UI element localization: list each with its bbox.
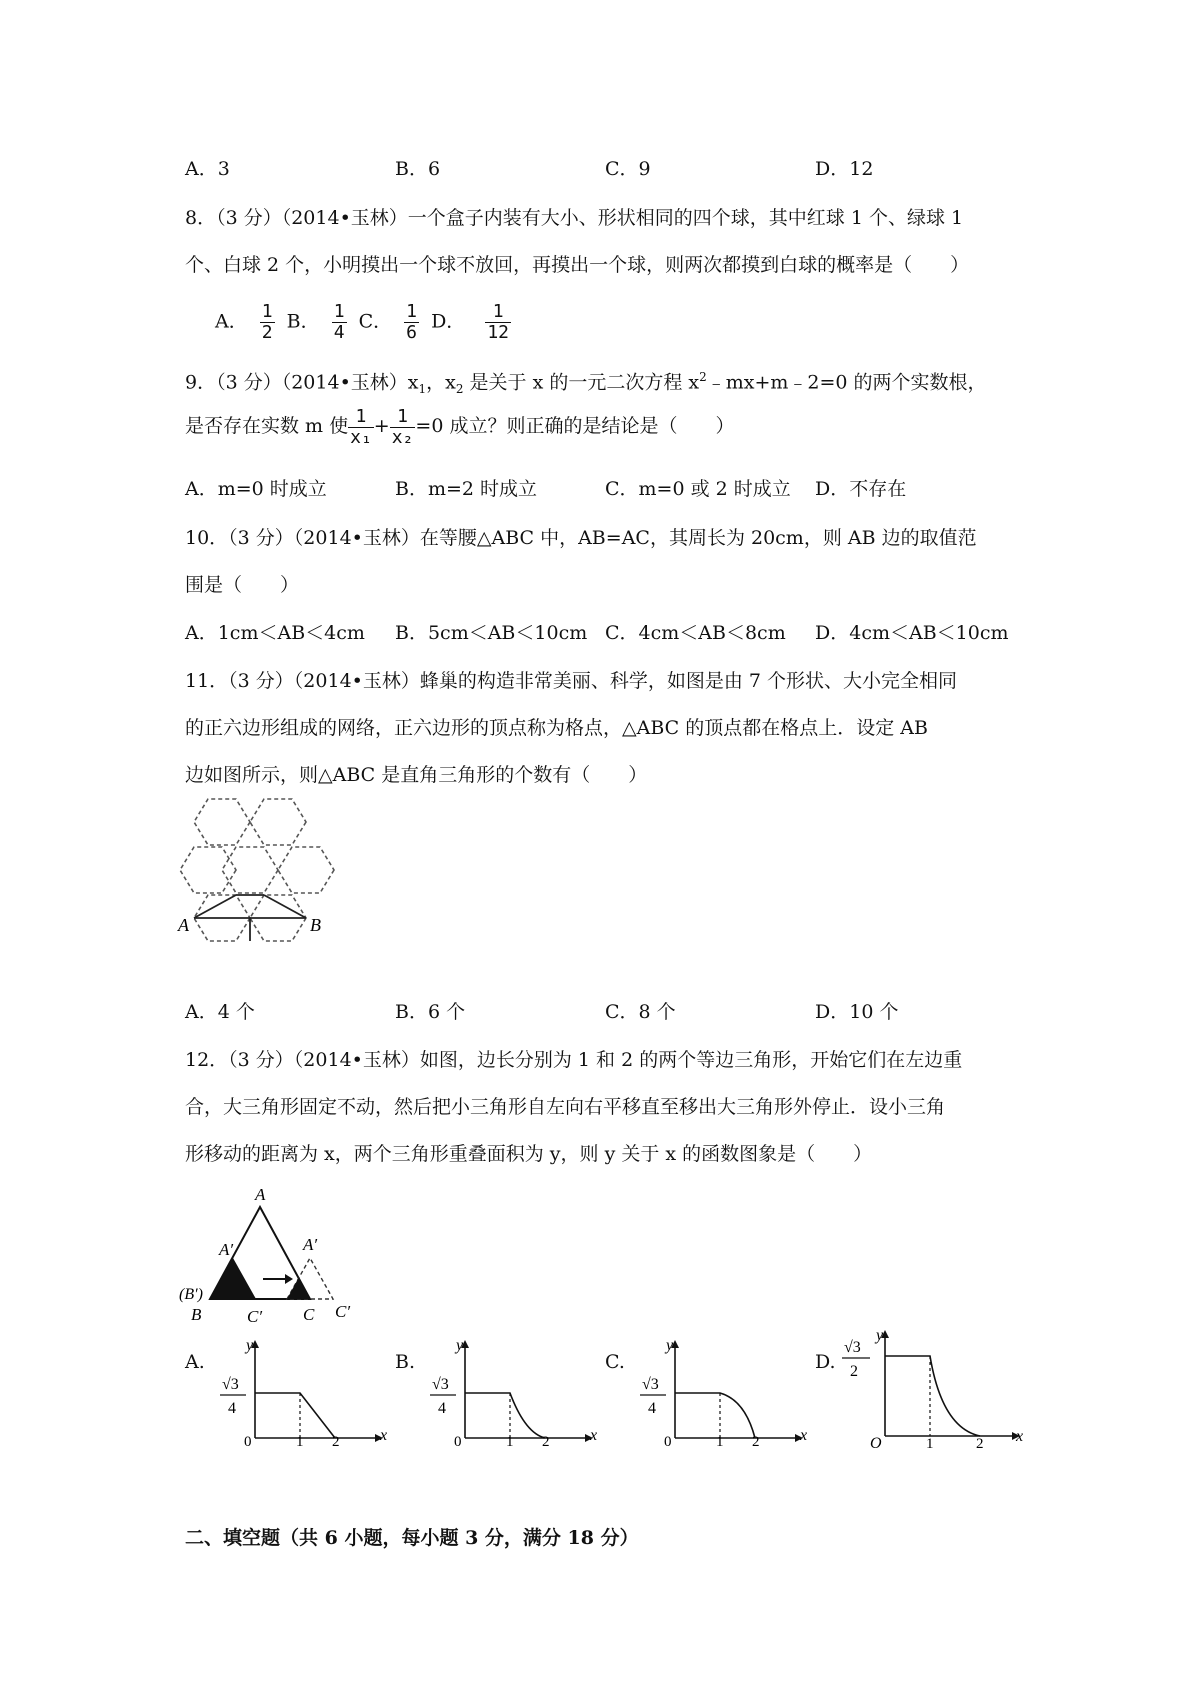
svg-text:√3: √3 <box>222 1376 239 1393</box>
svg-text:1: 1 <box>716 1434 724 1448</box>
q12-option-d-label: D. <box>815 1351 836 1373</box>
q8-stem-line1: 8．（3 分）（2014•玉林）一个盒子内装有大小、形状相同的四个球，其中红球 1 个、绿球 1 <box>185 207 964 229</box>
svg-text:2: 2 <box>976 1436 984 1448</box>
label-b-prime: (B′) <box>179 1286 203 1303</box>
q12-option-b-label: B. <box>395 1351 416 1373</box>
q8-option-a-label: A． <box>215 310 248 333</box>
svg-text:y: y <box>456 1338 464 1354</box>
q10-stem-line1: 10．（3 分）（2014•玉林）在等腰△ABC 中，AB=AC，其周长为 20cm，则 AB 边的取值范 <box>185 527 977 549</box>
svg-text:y: y <box>246 1338 254 1354</box>
label-c-prime-1: C′ <box>247 1307 263 1325</box>
q12-option-a-label: A. <box>185 1351 205 1373</box>
q10-option-b: B．5cm＜AB＜10cm <box>395 622 588 644</box>
svg-text:√3: √3 <box>642 1376 659 1393</box>
label-c-prime-2: C′ <box>335 1302 351 1321</box>
q9-option-c: C．m=0 或 2 时成立 <box>605 478 791 500</box>
svg-text:0: 0 <box>454 1434 462 1448</box>
q10-option-c: C．4cm＜AB＜8cm <box>605 622 786 644</box>
q7-option-c: C．9 <box>605 158 651 180</box>
q7-option-b: B．6 <box>395 158 441 180</box>
q11-option-b: B．6 个 <box>395 1001 466 1023</box>
label-c: C <box>303 1305 315 1324</box>
q12-stem-line3: 形移动的距离为 x，两个三角形重叠面积为 y，则 y 关于 x 的函数图象是（ ） <box>185 1143 873 1165</box>
svg-text:4: 4 <box>228 1400 236 1417</box>
q8-stem-line2: 个、白球 2 个，小明摸出一个球不放回，再摸出一个球，则两次都摸到白球的概率是（ ） <box>185 254 970 276</box>
svg-text:0: 0 <box>664 1434 672 1448</box>
svg-text:y: y <box>876 1328 884 1344</box>
q11-option-c: C．8 个 <box>605 1001 676 1023</box>
graph-b <box>420 1338 600 1448</box>
q8-option-d-label: D． <box>431 310 466 333</box>
q7-option-a: A．3 <box>185 158 230 180</box>
q10-option-d: D．4cm＜AB＜10cm <box>815 622 1009 644</box>
q12-stem-line1: 12．（3 分）（2014•玉林）如图，边长分别为 1 和 2 的两个等边三角形，开始它们在左边重 <box>185 1049 963 1071</box>
graph-d <box>840 1328 1030 1448</box>
q8-fraction-d: $\frac{1}{12}$ <box>487 301 510 343</box>
svg-text:2: 2 <box>542 1434 550 1448</box>
q11-stem-line3: 边如图所示，则△ABC 是直角三角形的个数有（ ） <box>185 764 648 786</box>
svg-text:x: x <box>590 1427 598 1444</box>
graph-a <box>210 1338 390 1448</box>
label-b: B <box>191 1305 202 1324</box>
svg-text:y: y <box>666 1338 674 1354</box>
honeycomb-label-a: A <box>178 915 189 935</box>
label-a-prime-1: A′ <box>219 1240 234 1259</box>
q11-stem-line1: 11．（3 分）（2014•玉林）蜂巢的构造非常美丽、科学，如图是由 7 个形状、大小完全相同 <box>185 670 958 692</box>
q8-fraction-b: $\frac{1}{4}$ <box>333 301 345 343</box>
label-a-prime-2: A′ <box>303 1235 318 1254</box>
svg-text:x: x <box>1016 1428 1024 1445</box>
svg-text:x: x <box>800 1427 808 1444</box>
triangles-figure <box>175 1185 395 1325</box>
svg-text:4: 4 <box>438 1400 446 1417</box>
section-2-heading: 二、填空题（共 6 小题，每小题 3 分，满分 18 分） <box>185 1527 639 1549</box>
q8-fraction-a: $\frac{1}{2}$ <box>261 301 273 343</box>
label-a: A <box>255 1185 266 1204</box>
q8-option-b-label: B． <box>286 310 320 333</box>
svg-text:0: 0 <box>244 1434 252 1448</box>
svg-text:1: 1 <box>926 1436 934 1448</box>
q12-stem-line2: 合，大三角形固定不动，然后把小三角形自左向右平移直至移出大三角形外停止．设小三角 <box>185 1096 946 1118</box>
q11-stem-line2: 的正六边形组成的网络，正六边形的顶点称为格点，△ABC 的顶点都在格点上．设定 AB <box>185 717 928 739</box>
q10-stem-line2: 围是（ ） <box>185 574 300 596</box>
q12-option-c-label: C. <box>605 1351 625 1373</box>
q7-option-d: D．12 <box>815 158 874 180</box>
graph-c <box>630 1338 810 1448</box>
svg-text:x: x <box>380 1427 388 1444</box>
q11-option-d: D．10 个 <box>815 1001 899 1023</box>
svg-text:2: 2 <box>332 1434 340 1448</box>
honeycomb-figure <box>170 795 390 985</box>
q9-fraction-2: $\frac{1}{\text{x₂}}$ <box>391 405 414 448</box>
q8-fraction-c: $\frac{1}{6}$ <box>406 301 418 343</box>
q8-options <box>215 302 517 343</box>
svg-text:2: 2 <box>752 1434 760 1448</box>
svg-text:1: 1 <box>506 1434 514 1448</box>
svg-text:√3: √3 <box>844 1339 861 1356</box>
q9-stem-line1: 9．（3 分）（2014•玉林）$x_1$，$x_2$ 是关于 x 的一元二次方程 $x^2﹣mx+m﹣2=0$ 的两个实数根， <box>185 370 987 397</box>
q9-stem-line2: 是否存在实数 m 使 $\frac{1}{\text{x₁}}$ + $\frac{1}{\text{x₂}}$ =0 成立？则正确的是结论是（ ） <box>185 405 735 448</box>
svg-text:4: 4 <box>648 1400 656 1417</box>
q8-option-c-label: C． <box>358 310 393 333</box>
svg-text:O: O <box>870 1435 882 1448</box>
svg-text:2: 2 <box>850 1363 858 1380</box>
svg-text:√3: √3 <box>432 1376 449 1393</box>
q11-option-a: A．4 个 <box>185 1001 255 1023</box>
honeycomb-label-b: B <box>310 915 321 935</box>
svg-text:1: 1 <box>296 1434 304 1448</box>
q9-option-b: B．m=2 时成立 <box>395 478 538 500</box>
q10-option-a: A．1cm＜AB＜4cm <box>185 622 365 644</box>
q9-fraction-1: $\frac{1}{\text{x₁}}$ <box>350 405 372 448</box>
q9-option-d: D．不存在 <box>815 478 907 500</box>
q9-option-a: A．m=0 时成立 <box>185 478 327 500</box>
